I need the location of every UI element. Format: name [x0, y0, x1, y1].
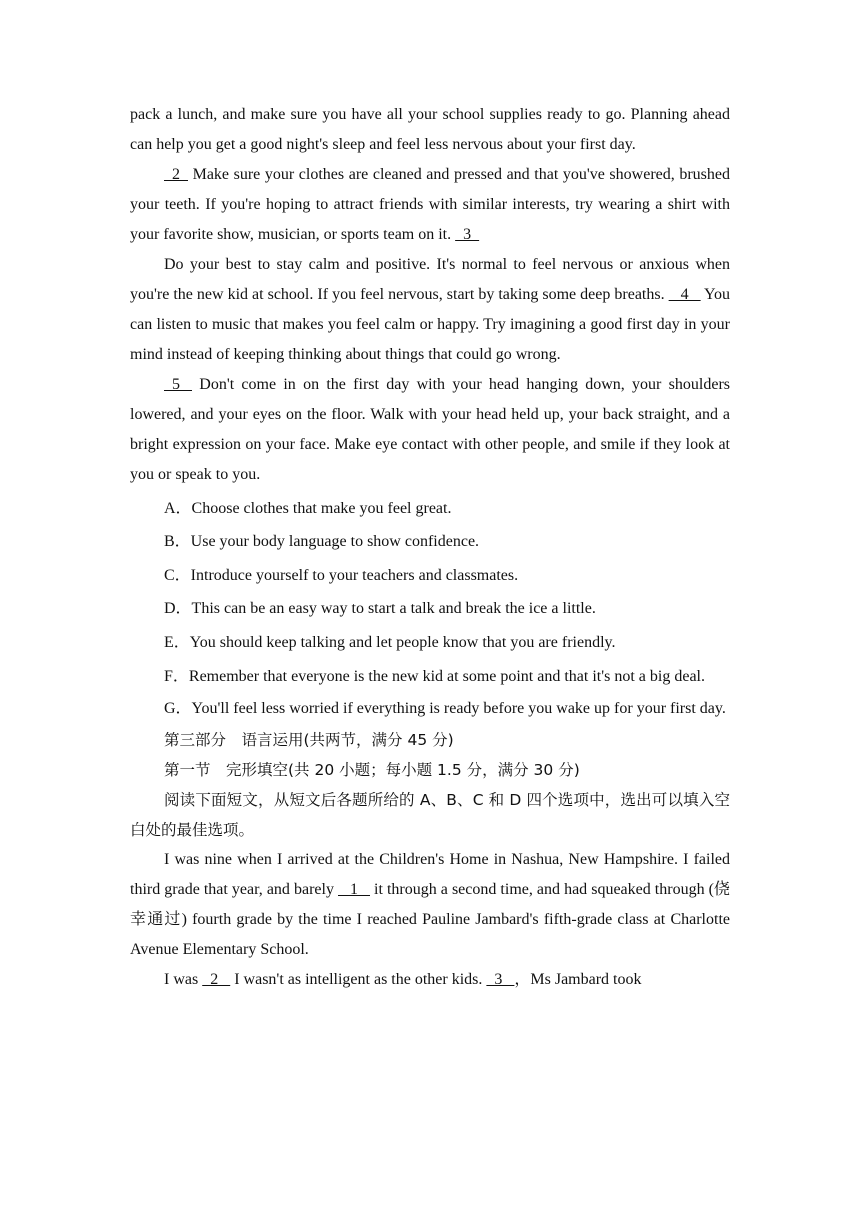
- paragraph: pack a lunch, and make sure you have all your school supplies ready to go. Planning ahead can help you get a good night's sleep and feel less nervous about your first day.: [130, 106, 730, 153]
- blank-4: 4: [668, 286, 701, 303]
- option-c: C．Introduce yourself to your teachers and classmates.: [164, 566, 519, 584]
- blank-2: 2: [202, 971, 231, 988]
- blank-1: 1: [338, 881, 370, 898]
- paragraph: [130, 160, 730, 250]
- paragraph-text: I was: [164, 971, 203, 988]
- paragraph-text: You can listen to music that makes you feel calm or happy. Try imagining a good first day in your mind instead of keeping thinking about things that could go wrong.: [130, 286, 731, 363]
- option-e: E．You should keep talking and let people know that you are friendly.: [164, 633, 616, 651]
- paragraph: [130, 965, 730, 995]
- option-d: D．This can be an easy way to start a talk and break the ice a little.: [164, 600, 596, 617]
- paragraph: [130, 250, 730, 370]
- section-heading: 第三部分 语言运用(共两节，满分 45 分): [164, 731, 454, 749]
- blank-5: 5: [164, 376, 192, 393]
- paragraph-text: ，Ms Jambard took: [514, 971, 642, 988]
- option-b: B．Use your body language to show confidence.: [164, 533, 480, 550]
- option-g: G．You'll feel less worried if everything is ready before you wake up for your first day.: [164, 700, 726, 717]
- section-subheading: 第一节 完形填空(共 20 小题；每小题 1.5 分，满分 30 分): [164, 761, 580, 779]
- paragraph-text: it through a second time, and had squeaked through (侥幸通过) fourth grade by the time I reached Pauline Jambard's fifth-grade class at Charlotte Avenue Elementary School.: [130, 881, 730, 958]
- paragraph-text: I was nine when I arrived at the Children's Home in Nashua, New Hampshire. I failed third grade that year, and barely: [130, 851, 730, 898]
- paragraph-text: I wasn't as intelligent as the other kids.: [230, 971, 487, 988]
- paragraph: [130, 845, 730, 965]
- paragraph-text: Do your best to stay calm and positive. It's normal to feel nervous or anxious when you're the new kid at school. If you feel nervous, start by taking some deep breaths.: [130, 256, 730, 303]
- blank-2: 2: [164, 166, 188, 183]
- blank-3: 3: [455, 226, 480, 243]
- blank-3: 3: [486, 971, 515, 988]
- paragraph: [130, 370, 730, 490]
- option-a: A．Choose clothes that make you feel great.: [164, 499, 452, 517]
- paragraph-text: Don't come in on the first day with your head hanging down, your shoulders lowered, and your eyes on the floor. Walk with your head held up, your back straight, and a bright expression on your face. Make eye contact with other people, and smile if they look at you or speak to you.: [130, 376, 730, 483]
- document-body: [130, 100, 730, 995]
- instruction: 阅读下面短文，从短文后各题所给的 A、B、C 和 D 四个选项中，选出可以填入空白处的最佳选项。: [130, 791, 730, 839]
- paragraph-text: Make sure your clothes are cleaned and pressed and that you've showered, brushed your teeth. If you're hoping to attract friends with similar interests, try wearing a shirt with your favorite show, musician, or sports team on it.: [130, 166, 730, 243]
- option-f: F．Remember that everyone is the new kid at some point and that it's not a big deal.: [164, 668, 705, 685]
